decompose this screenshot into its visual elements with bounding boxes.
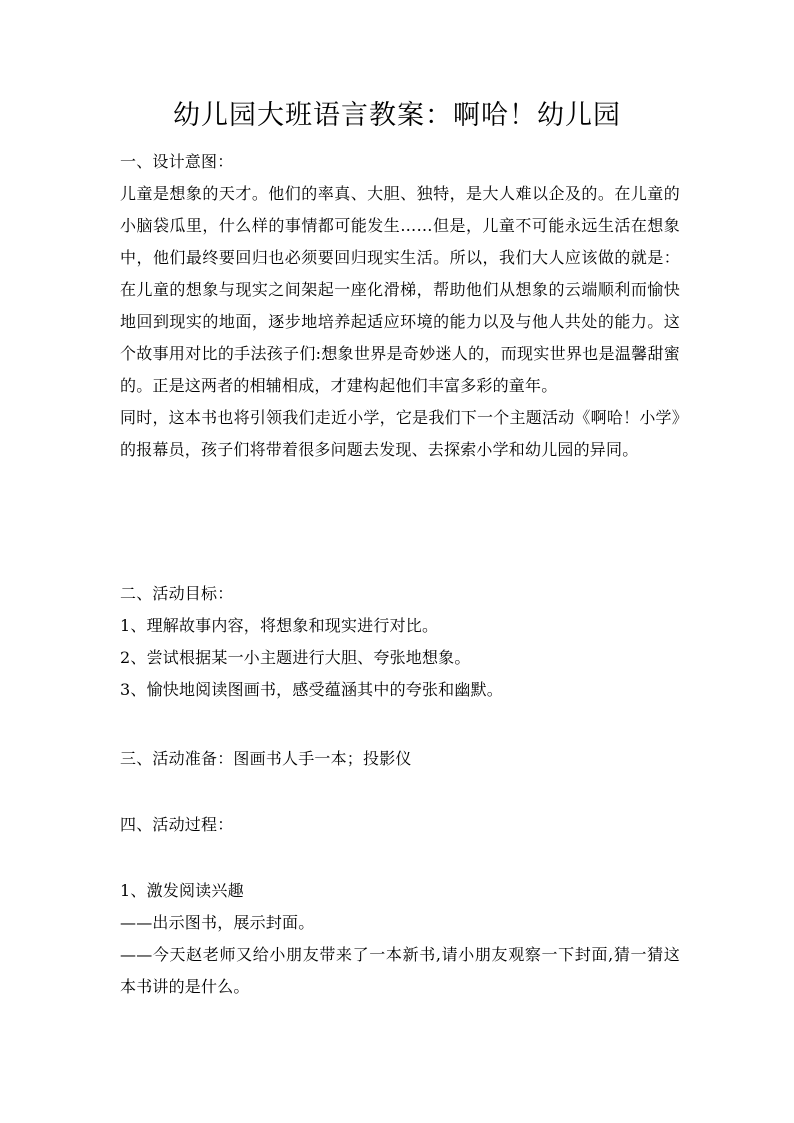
paragraph-design-intent-2: 同时，这本书也将引领我们走近小学，它是我们下一个主题活动《啊哈！小学》的报幕员，孩子们将带着很多问题去发现、去探索小学和幼儿园的异同。 <box>120 408 680 459</box>
section-activity-preparation <box>120 743 680 775</box>
step-reading-interest <box>120 875 680 1003</box>
section-heading-activity-preparation: 三、活动准备：图画书人手一本；投影仪 <box>120 749 412 768</box>
section-heading-activity-process: 四、活动过程： <box>120 815 234 834</box>
section-heading-activity-goals: 二、活动目标： <box>120 584 234 603</box>
step-heading-reading-interest: 1、激发阅读兴趣 <box>120 881 244 900</box>
step-line: ——出示图书，展示封面。 <box>120 913 315 932</box>
paragraph-design-intent-1: 儿童是想象的天才。他们的率真、大胆、独特，是大人难以企及的。在儿童的小脑袋瓜里，什么样的事情都可能发生……但是，儿童不可能永远生活在想象中，他们最终要回归也必须要回归现实生活。所以，我们大人应该做的就是：在儿童的想象与现实之间架起一座化滑梯，帮助他们从想象的云端顺利而愉快地回到现实的地面，逐步地培养起适应环境的能力以及与他人共处的能力。这个故事用对比的手法孩子们:想象世界是奇妙迷人的，而现实世界也是温馨甜蜜的。正是这两者的相辅相成，才建构起他们丰富多彩的童年。 <box>120 184 680 395</box>
goal-item: 1、理解故事内容，将想象和现实进行对比。 <box>120 616 439 635</box>
document-title: 幼儿园大班语言教案：啊哈！幼儿园 <box>173 100 621 131</box>
section-design-intent <box>120 146 680 466</box>
section-heading-design-intent: 一、设计意图： <box>120 152 234 171</box>
section-activity-process <box>120 809 680 841</box>
goal-item: 2、尝试根据某一小主题进行大胆、夸张地想象。 <box>120 648 471 667</box>
step-line: ——今天赵老师又给小朋友带来了一本新书,请小朋友观察一下封面,猜一猜这本书讲的是什么。 <box>120 945 680 996</box>
section-activity-goals <box>120 578 680 706</box>
goal-item: 3、愉快地阅读图画书，感受蕴涵其中的夸张和幽默。 <box>120 680 503 699</box>
